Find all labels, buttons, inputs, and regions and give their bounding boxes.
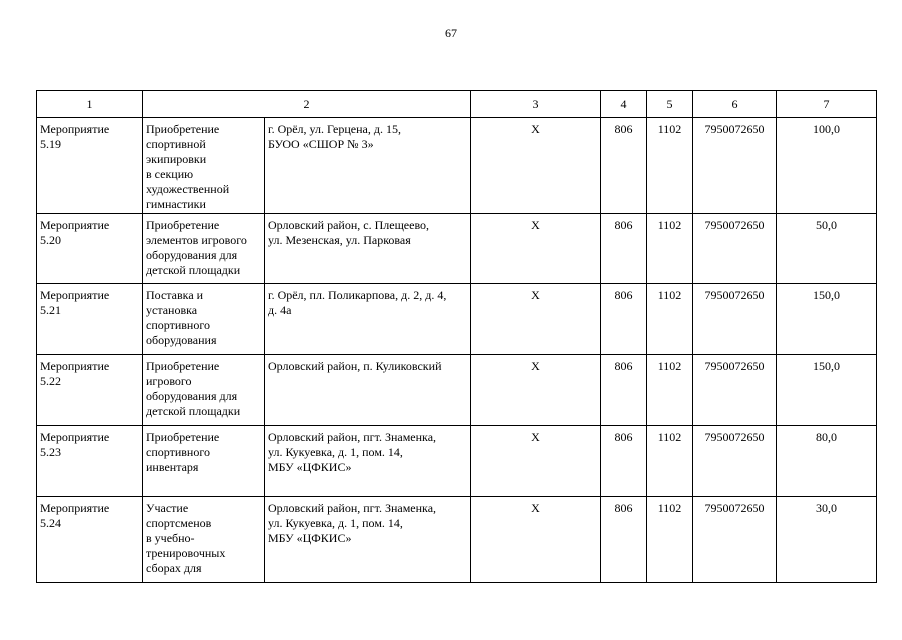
event-cell: Мероприятие 5.21	[37, 284, 143, 355]
address-cell: Орловский район, пгт. Знаменка, ул. Кукуевка, д. 1, пом. 14, МБУ «ЦФКИС»	[265, 497, 471, 583]
col3-cell: X	[471, 214, 601, 284]
col6-cell: 7950072650	[693, 497, 777, 583]
description-cell: Приобретение спортивного инвентаря	[143, 426, 265, 497]
col7-cell: 150,0	[777, 355, 877, 426]
col5-cell: 1102	[647, 426, 693, 497]
col4-cell: 806	[601, 497, 647, 583]
header-col-6: 6	[693, 91, 777, 118]
description-cell: Приобретение элементов игрового оборудования для детской площадки	[143, 214, 265, 284]
col6-cell: 7950072650	[693, 355, 777, 426]
description-cell: Приобретение игрового оборудования для детской площадки	[143, 355, 265, 426]
address-cell: Орловский район, п. Куликовский	[265, 355, 471, 426]
col6-cell: 7950072650	[693, 284, 777, 355]
col7-cell: 30,0	[777, 497, 877, 583]
col7-cell: 150,0	[777, 284, 877, 355]
col4-cell: 806	[601, 284, 647, 355]
col3-cell: X	[471, 426, 601, 497]
col5-cell: 1102	[647, 497, 693, 583]
event-cell: Мероприятие 5.23	[37, 426, 143, 497]
col3-cell: X	[471, 497, 601, 583]
col5-cell: 1102	[647, 214, 693, 284]
address-cell: Орловский район, пгт. Знаменка, ул. Кукуевка, д. 1, пом. 14, МБУ «ЦФКИС»	[265, 426, 471, 497]
event-cell: Мероприятие 5.22	[37, 355, 143, 426]
col7-cell: 80,0	[777, 426, 877, 497]
header-col-5: 5	[647, 91, 693, 118]
table-row	[37, 214, 877, 284]
header-col-1: 1	[37, 91, 143, 118]
header-row	[37, 91, 877, 118]
event-cell: Мероприятие 5.20	[37, 214, 143, 284]
col4-cell: 806	[601, 426, 647, 497]
col4-cell: 806	[601, 118, 647, 214]
header-col-3: 3	[471, 91, 601, 118]
col4-cell: 806	[601, 355, 647, 426]
header-col-2: 2	[143, 91, 471, 118]
budget-table	[36, 90, 877, 583]
table-row	[37, 118, 877, 214]
event-cell: Мероприятие 5.19	[37, 118, 143, 214]
header-col-4: 4	[601, 91, 647, 118]
col5-cell: 1102	[647, 118, 693, 214]
description-cell: Участие спортсменов в учебно- тренировочных сборах для	[143, 497, 265, 583]
address-cell: Орловский район, с. Плещеево, ул. Мезенская, ул. Парковая	[265, 214, 471, 284]
description-cell: Поставка и установка спортивного оборудования	[143, 284, 265, 355]
col3-cell: X	[471, 355, 601, 426]
col4-cell: 806	[601, 214, 647, 284]
event-cell: Мероприятие 5.24	[37, 497, 143, 583]
header-col-7: 7	[777, 91, 877, 118]
address-cell: г. Орёл, пл. Поликарпова, д. 2, д. 4, д. 4а	[265, 284, 471, 355]
table-row	[37, 355, 877, 426]
col5-cell: 1102	[647, 355, 693, 426]
table-row	[37, 497, 877, 583]
page-number: 67	[445, 26, 457, 40]
table-row	[37, 284, 877, 355]
col3-cell: X	[471, 118, 601, 214]
col6-cell: 7950072650	[693, 214, 777, 284]
col6-cell: 7950072650	[693, 426, 777, 497]
col3-cell: X	[471, 284, 601, 355]
col5-cell: 1102	[647, 284, 693, 355]
table-row	[37, 426, 877, 497]
address-cell: г. Орёл, ул. Герцена, д. 15, БУОО «СШОР № 3»	[265, 118, 471, 214]
description-cell: Приобретение спортивной экипировки в секцию художественной гимнастики	[143, 118, 265, 214]
col6-cell: 7950072650	[693, 118, 777, 214]
col7-cell: 100,0	[777, 118, 877, 214]
col7-cell: 50,0	[777, 214, 877, 284]
